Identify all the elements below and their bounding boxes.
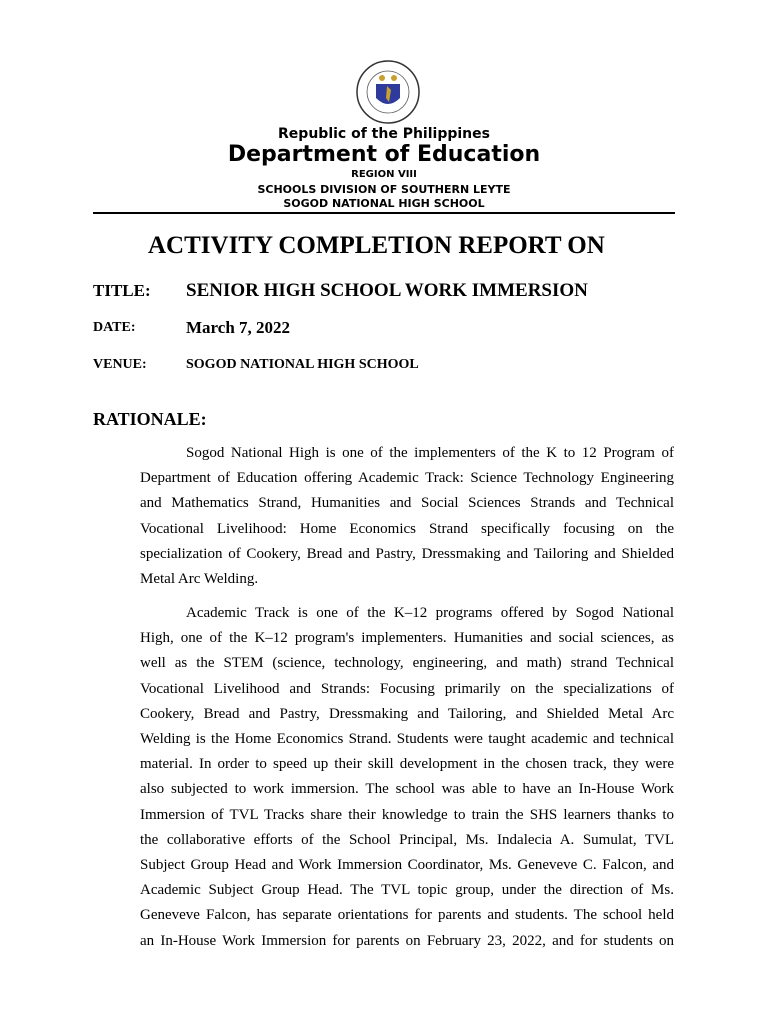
- division-line: SCHOOLS DIVISION OF SOUTHERN LEYTE: [257, 183, 511, 196]
- department-name: Department of Education: [227, 142, 541, 167]
- paragraph-line: specialization of Cookery, Bread and Pastry, Dressmaking and Tailoring and Shielded: [140, 545, 674, 562]
- date-label: DATE:: [93, 320, 136, 335]
- paragraph-line: Metal Arc Welding.: [140, 571, 259, 587]
- region-line: REGION VIII: [351, 169, 417, 180]
- title-value: SENIOR HIGH SCHOOL WORK IMMERSION: [186, 280, 588, 301]
- paragraph-line: Sogod National High is one of the implementers of the K to 12 Program of: [186, 445, 674, 461]
- report-heading: ACTIVITY COMPLETION REPORT ON: [148, 232, 605, 259]
- school-line: SOGOD NATIONAL HIGH SCHOOL: [283, 197, 485, 210]
- paragraph-line: also subjected to work immersion. The school was able to have an In-House Work: [140, 781, 674, 798]
- venue-value: SOGOD NATIONAL HIGH SCHOOL: [186, 357, 419, 372]
- paragraph-line: the collaborative efforts of the School Principal, Ms. Indalecia A. Sumulat, TVL: [140, 831, 674, 848]
- header-divider: [93, 212, 675, 214]
- title-label: TITLE:: [93, 281, 151, 300]
- paragraph-line: Geneveve Falcon, has separate orientations for parents and students. The school held: [140, 907, 674, 924]
- rationale-heading: RATIONALE:: [93, 409, 207, 429]
- deped-seal-logo: [356, 60, 420, 124]
- paragraph-line: High, one of the K–12 program's implementers. Humanities and social sciences, as: [140, 630, 674, 647]
- paragraph-line: well as the STEM (science, technology, engineering, and math) strand Technical: [140, 655, 674, 672]
- paragraph-line: Subject Group Head and Work Immersion Coordinator, Ms. Geneveve C. Falcon, and: [140, 857, 674, 873]
- paragraph-line: Vocational Livelihood and Strands: Focusing primarily on the specializations of: [140, 680, 674, 697]
- paragraph-line: Department of Education offering Academic Track: Science Technology Engineering: [140, 470, 674, 487]
- paragraph-line: Welding is the Home Economics Strand. Students were taught academic and technical: [140, 731, 674, 747]
- paragraph-line: Cookery, Bread and Pastry, Dressmaking and Tailoring, and Shielded Metal Arc: [140, 705, 674, 722]
- paragraph-line: Vocational Livelihood: Home Economics Strand specifically focusing on the: [140, 520, 674, 537]
- paragraph-line: Academic Track is one of the K–12 programs offered by Sogod National: [186, 605, 674, 621]
- paragraph-line: and Mathematics Strand, Humanities and Social Sciences Strands and Technical: [140, 495, 674, 512]
- republic-line: Republic of the Philippines: [278, 126, 490, 142]
- paragraph-line: Academic Subject Group Head. The TVL topic group, under the direction of Ms.: [140, 882, 674, 899]
- date-value: March 7, 2022: [186, 318, 291, 337]
- venue-label: VENUE:: [93, 357, 147, 372]
- paragraph-line: Immersion of TVL Tracks share their knowledge to train the SHS learners thanks to: [140, 806, 674, 823]
- paragraph-line: material. In order to speed up their skill development in the chosen track, they were: [140, 756, 674, 773]
- paragraph-line: an In-House Work Immersion for parents on February 23, 2022, and for students on: [140, 932, 674, 949]
